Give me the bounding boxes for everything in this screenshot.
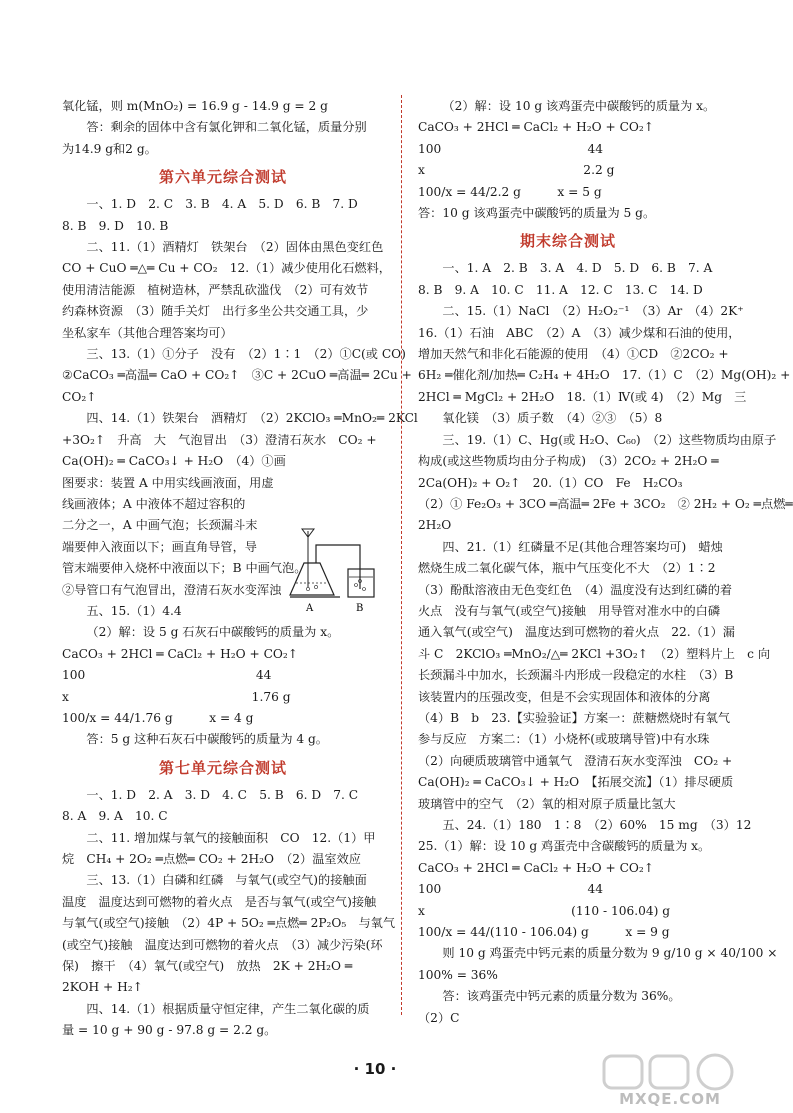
watermark-text: MXQE.COM: [619, 1090, 721, 1108]
text-line: 2HCl ═ MgCl₂ + 2H₂O 18.（1）Ⅳ(或 4) （2）Mg 三: [418, 389, 747, 404]
text-line: 燃烧生成二氧化碳气体，瓶中气压变化不大 （2）1∶2: [418, 561, 716, 576]
text-line: 答：剩余的固体中含有氯化钾和二氧化锰，质量分别: [86, 120, 367, 135]
text-line: 答：5 g 这种石灰石中碳酸钙的质量为 4 g。: [86, 732, 328, 747]
text-line: 温度 温度达到可燃物的着火点 是否与氧气(或空气)接触: [62, 894, 377, 909]
text-line: 火点 没有与氧气(或空气)接触 用导管对准水中的白磷: [418, 603, 721, 618]
text-line: 二、15.（1）NaCl （2）H₂O₂⁻¹ （3）Ar （4）2K⁺: [442, 304, 744, 319]
text-line: 三、13.（1）①分子 没有 （2）1∶1 （2）①C(或 CO): [86, 347, 406, 362]
text-line: 一、1. D 2. A 3. D 4. C 5. B 6. D 7. C: [86, 787, 359, 802]
text-line: （2）向硬质玻璃管中通氧气 澄清石灰水变浑浊 CO₂ +: [418, 753, 733, 768]
text-line: 25.（1）解：设 10 g 鸡蛋壳中含碳酸钙的质量为 x。: [418, 839, 711, 854]
text-line: 氧化镁 （3）质子数 （4）②③ （5）8: [442, 411, 663, 426]
text-line: 长颈漏斗中加水，长颈漏斗内形成一段稳定的水柱 （3）B: [418, 668, 734, 683]
text-line: x 2.2 g: [418, 163, 615, 178]
text-line: 斗 C 2KClO₃ ═MnO₂/△═ 2KCl +3O₂↑ （2）塑料片上 c 向: [418, 646, 771, 661]
text-line: 烷 CH₄ + 2O₂ ═点燃═ CO₂ + 2H₂O （2）温室效应: [62, 852, 361, 866]
text-line: （2）解：设 10 g 该鸡蛋壳中碳酸钙的质量为 x。: [442, 99, 716, 113]
text-line: 四、14.（1）铁架台 酒精灯 （2）2KClO₃ ═MnO₂═ 2KCl: [86, 411, 418, 426]
text-line: 氧化锰，则 m(MnO₂) = 16.9 g - 14.9 g = 2 g: [62, 99, 328, 113]
text-line: 答：10 g 该鸡蛋壳中碳酸钙的质量为 5 g。: [418, 206, 656, 221]
text-line: 端要伸入液面以下；画直角导管，导: [62, 539, 257, 554]
text-line: 二、11. 增加煤与氧气的接触面积 CO 12.（1）甲: [86, 830, 376, 845]
text-line: (或空气)接触 温度达到可燃物的着火点 （3）减少污染(环: [62, 937, 383, 952]
text-line: 100% = 36%: [418, 967, 498, 982]
text-line: ②CaCO₃ ═高温═ CaO + CO₂↑ ③C + 2CuO ═高温═ 2Cu +: [62, 368, 412, 383]
page-number: · 10 ·: [353, 1060, 397, 1078]
text-line: 2H₂O: [418, 518, 452, 533]
text-line: （4）B b 23.【实验验证】方案一：蔗糖燃烧时有氧气: [418, 710, 731, 725]
figure-label-a: A: [306, 603, 314, 614]
text-line: 通入氧气(或空气) 温度达到可燃物的着火点 22.（1）漏: [418, 625, 735, 640]
text-line: +3O₂↑ 升高 大 气泡冒出 （3）澄清石灰水 CO₂ +: [62, 432, 377, 447]
text-line: 8. B 9. D 10. B: [62, 218, 169, 233]
text-line: 100/x = 44/(110 - 106.04) g x = 9 g: [418, 925, 670, 940]
text-line: CaCO₃ + 2HCl ═ CaCl₂ + H₂O + CO₂↑: [62, 646, 298, 661]
text-line: x (110 - 106.04) g: [418, 903, 671, 918]
text-line: 约森林资源 （3）随手关灯 出行多坐公共交通工具，少: [62, 304, 369, 319]
text-line: 16.（1）石油 ABC （2）A （3）减少煤和石油的使用，: [418, 325, 741, 340]
text-line: （2）① Fe₂O₃ + 3CO ═高温═ 2Fe + 3CO₂ ② 2H₂ + O₂ ═点燃═: [418, 496, 793, 511]
text-line: 参与反应 方案二：（1）小烧杯(或玻璃导管)中有水珠: [418, 732, 710, 747]
text-line: 管末端要伸入烧杯中液面以下；B 中画气泡。: [62, 561, 307, 576]
text-line: 8. B 9. A 10. C 11. A 12. C 13. C 14. D: [418, 282, 703, 297]
figure-label-b: B: [356, 603, 364, 614]
text-line: 保) 擦干 （4）氧气(或空气) 放热 2K + 2H₂O ═: [62, 959, 353, 974]
text-line: x 1.76 g: [62, 689, 291, 704]
section-heading: 期末综合测试: [519, 232, 616, 251]
section-heading: 第六单元综合测试: [158, 168, 287, 187]
text-line: 一、1. D 2. C 3. B 4. A 5. D 6. B 7. D: [86, 197, 358, 212]
text-line: （2）解：设 5 g 石灰石中碳酸钙的质量为 x。: [86, 625, 340, 640]
text-line: 三、19.（1）C、Hg(或 H₂O、C₆₀) （2）这些物质均由原子: [442, 432, 777, 447]
text-line: （2）C: [418, 1010, 460, 1025]
text-line: 构成(或这些物质均由分子构成) （3）2CO₂ + 2H₂O ═: [418, 454, 719, 469]
text-line: 坐私家车（其他合理答案均可）: [62, 325, 233, 340]
text-line: ②导管口有气泡冒出，澄清石灰水变浑浊: [62, 582, 282, 597]
text-line: 一、1. A 2. B 3. A 4. D 5. D 6. B 7. A: [442, 261, 713, 276]
text-line: 线画液体；A 中液体不超过容积的: [62, 496, 246, 511]
text-line: 增加天然气和非化石能源的使用 （4）①CD ②2CO₂ +: [418, 347, 729, 362]
text-line: 五、24.（1）180 1∶8 （2）60% 15 mg （3）12: [442, 818, 752, 832]
text-line: 四、14.（1）根据质量守恒定律，产生二氧化碳的质: [86, 1001, 370, 1016]
right-column: [418, 96, 793, 1029]
text-line: 该装置内的压强改变，但是不会实现固体和液体的分离: [418, 689, 711, 704]
text-line: CO₂↑: [62, 389, 97, 404]
text-line: （3）酚酞溶液由无色变红色 （4）温度没有达到红磷的着: [418, 582, 733, 597]
text-line: 玻璃管中的空气 （2）氧的相对原子质量比氢大: [418, 796, 676, 811]
text-line: 100/x = 44/2.2 g x = 5 g: [418, 184, 602, 199]
text-line: 二、11.（1）酒精灯 铁架台 （2）固体由黑色变红色: [86, 240, 384, 255]
text-line: 100 44: [418, 882, 604, 897]
text-line: 2Ca(OH)₂ + O₂↑ 20.（1）CO Fe H₂CO₃: [418, 475, 683, 490]
column-divider: [401, 95, 402, 1015]
text-line: 6H₂ ═催化剂/加热═ C₂H₄ + 4H₂O 17.（1）C （2）Mg(OH)₂ +: [418, 368, 791, 383]
text-line: 100 44: [62, 668, 272, 683]
text-line: CaCO₃ + 2HCl ═ CaCl₂ + H₂O + CO₂↑: [418, 860, 654, 875]
text-line: 四、21.（1）红磷量不足(其他合理答案均可) 蜡烛: [442, 539, 723, 554]
text-line: 图要求：装置 A 中用实线画液面，用虚: [62, 475, 274, 490]
text-line: 与氧气(或空气)接触 （2）4P + 5O₂ ═点燃═ 2P₂O₅ 与氧气: [62, 916, 396, 931]
text-line: Ca(OH)₂ ═ CaCO₃↓ + H₂O 【拓展交流】（1）排尽硬质: [418, 775, 734, 790]
text-line: 使用清洁能源 植树造林，严禁乱砍滥伐 （2）可有效节: [62, 282, 369, 297]
text-line: 8. A 9. A 10. C: [62, 809, 168, 824]
text-line: 则 10 g 鸡蛋壳中钙元素的质量分数为 9 g/10 g × 40/100 ×: [442, 946, 778, 961]
apparatus-figure: [284, 523, 380, 613]
text-line: 二分之一，A 中画气泡；长颈漏斗末: [62, 518, 258, 533]
text-line: 100/x = 44/1.76 g x = 4 g: [62, 710, 254, 725]
section-heading: 第七单元综合测试: [158, 758, 287, 777]
text-line: CO + CuO ═△═ Cu + CO₂ 12.（1）减少使用化石燃料，: [62, 261, 391, 276]
text-line: 2KOH + H₂↑: [62, 980, 143, 995]
text-line: 三、13.（1）白磷和红磷 与氧气(或空气)的接触面: [86, 873, 367, 888]
text-line: 量 = 10 g + 90 g - 97.8 g = 2.2 g。: [62, 1023, 277, 1038]
text-line: 答：该鸡蛋壳中钙元素的质量分数为 36%。: [442, 989, 681, 1004]
text-line: 为14.9 g和2 g。: [62, 141, 157, 156]
text-line: 五、15.（1）4.4: [86, 603, 182, 618]
text-line: Ca(OH)₂ ═ CaCO₃↓ + H₂O （4）①画: [62, 454, 286, 469]
text-line: 100 44: [418, 141, 604, 156]
text-line: CaCO₃ + 2HCl ═ CaCl₂ + H₂O + CO₂↑: [418, 120, 654, 135]
